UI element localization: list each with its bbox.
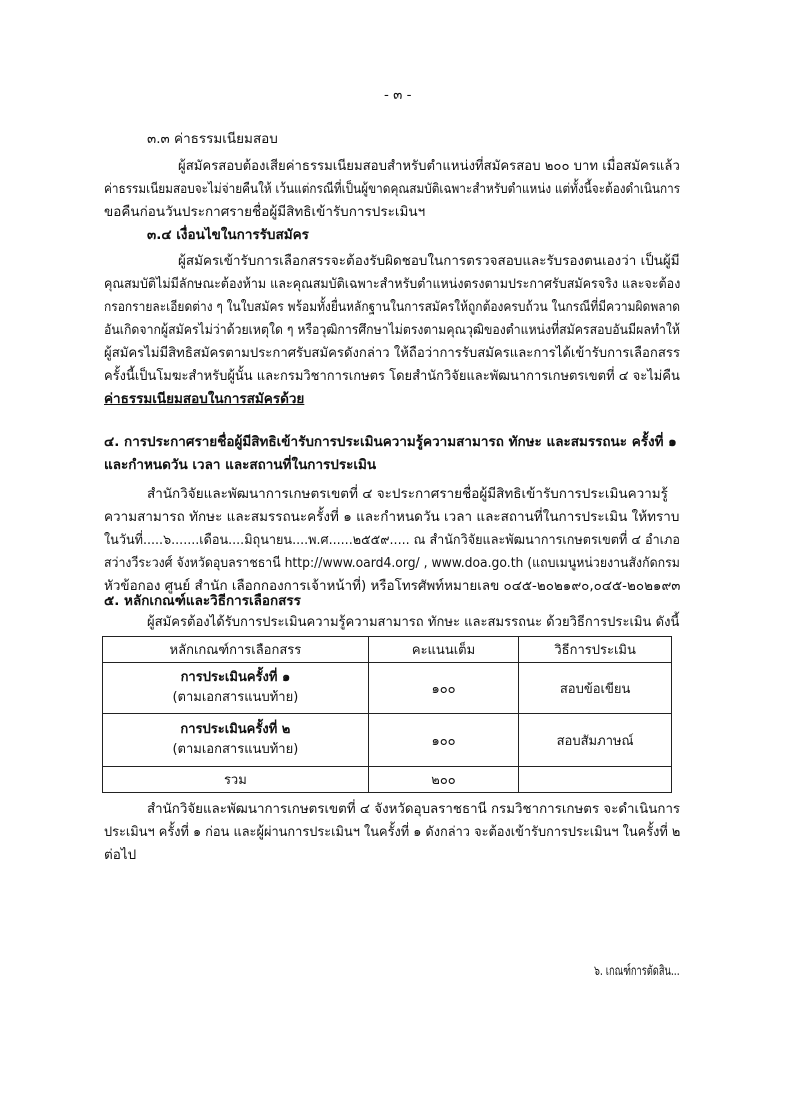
section-3-3-heading: ๓.๓ ค่าธรรมเนียมสอบ <box>147 131 278 147</box>
section-3-4-line: กรอกรายละเอียดต่าง ๆ ในใบสมัคร พร้อมทั้งยื่นหลักฐานในการสมัครให้ถูกต้องครบถ้วน ในกรณีที่มีความผิดพลาด <box>104 299 681 315</box>
section-4-line: สว่างวีระวงศ์ จังหวัดอุบลราชธานี http://www.oard4.org/ , www.doa.go.th (แถบเมนูหน่วยงานสังกัดกรม <box>104 555 680 571</box>
section-3-3-line: ผู้สมัครสอบต้องเสียค่าธรรมเนียมสอบสำหรับตำแหน่งที่สมัครสอบ ๒๐๐ บาท เมื่อสมัครแล้ว <box>178 158 680 174</box>
method-cell: สอบข้อเขียน <box>519 663 672 714</box>
criteria-cell <box>103 663 369 714</box>
section-4-heading: ๔. การประกาศรายชื่อผู้มีสิทธิเข้ารับการประเมินความรู้ความสามารถ ทักษะ และสมรรถนะ ครั้งที่ ๑ <box>104 434 677 450</box>
table-row <box>103 714 672 767</box>
section-3-4-line: ผู้สมัครไม่มีสิทธิสมัครตามประกาศรับสมัครดังกล่าว ให้ถือว่าการรับสมัครและการได้เข้ารับการเลือกสรร <box>104 345 681 361</box>
section-3-4-line: คุณสมบัติไม่มีลักษณะต้องห้าม และคุณสมบัติเฉพาะสำหรับตำแหน่งตรงตามประกาศรับสมัครจริง และจะต้อง <box>104 276 681 292</box>
section-5-closing-line: สำนักวิจัยและพัฒนาการเกษตรเขตที่ ๔ จังหวัดอุบลราชธานี กรมวิชาการเกษตร จะดำเนินการ <box>147 801 681 817</box>
section-3-3-line: ขอคืนก่อนวันประกาศรายชื่อผู้มีสิทธิเข้ารับการประเมินฯ <box>104 204 426 220</box>
page-number: - ๓ - <box>384 87 412 103</box>
section-4-heading-cont: และกำหนดวัน เวลา และสถานที่ในการประเมิน <box>104 457 377 473</box>
total-empty-cell <box>519 767 672 793</box>
criteria-table <box>102 636 672 793</box>
section-4-line: หัวข้อกอง ศูนย์ สำนัก เลือกกองการเจ้าหน้าที่) หรือโทรศัพท์หมายเลข ๐๔๕-๒๐๒๑๙๐,๐๔๕-๒๐๒๑๙๓ <box>104 578 681 594</box>
table-header: คะแนนเต็ม <box>368 637 518 663</box>
criteria-name: การประเมินครั้งที่ ๒ <box>180 722 291 737</box>
section-3-4-line: ผู้สมัครเข้ารับการเลือกสรรจะต้องรับผิดชอบในการตรวจสอบและรับรองตนเองว่า เป็นผู้มี <box>178 253 680 269</box>
total-label: รวม <box>103 767 369 793</box>
section-5-intro: ผู้สมัครต้องได้รับการประเมินความรู้ความสามารถ ทักษะ และสมรรถนะ ด้วยวิธีการประเมิน ดังนี้ <box>147 614 680 630</box>
section-3-4-line: อันเกิดจากผู้สมัครไม่ว่าด้วยเหตุใด ๆ หรือวุฒิการศึกษาไม่ตรงตามคุณวุฒิของตำแหน่งที่สมัครสอบอันมีผลทำให้ <box>104 322 680 338</box>
section-3-3-line: ค่าธรรมเนียมสอบจะไม่จ่ายคืนให้ เว้นแต่กรณีที่เป็นผู้ขาดคุณสมบัติเฉพาะสำหรับตำแหน่ง แต่ทั้งนี้จะต้องดำเนินการ <box>104 181 681 197</box>
score-cell: ๑๐๐ <box>368 663 518 714</box>
section-4-line: ในวันที่.....๖.......เดือน....มิถุนายน....พ.ศ......๒๕๕๙..... ณ สำนักวิจัยและพัฒนาการเกษตรเขตที่ ๔ อำเภอ <box>104 532 680 548</box>
section-3-4-heading: ๓.๔ เงื่อนไขในการรับสมัคร <box>147 227 309 243</box>
table-total-row <box>103 767 672 793</box>
section-3-4-line-emphasis: ค่าธรรมเนียมสอบในการสมัครด้วย <box>104 391 305 407</box>
section-3-4-line: ครั้งนี้เป็นโมฆะสำหรับผู้นั้น และกรมวิชาการเกษตร โดยสำนักวิจัยและพัฒนาการเกษตรเขตที่ ๔ จะไม่คืน <box>104 368 680 384</box>
criteria-name: การประเมินครั้งที่ ๑ <box>180 670 291 685</box>
total-score: ๒๐๐ <box>368 767 518 793</box>
score-cell: ๑๐๐ <box>368 714 518 767</box>
table-header: วิธีการประเมิน <box>519 637 672 663</box>
criteria-note: (ตามเอกสารแนบท้าย) <box>172 690 299 705</box>
table-row <box>103 663 672 714</box>
criteria-cell <box>103 714 369 767</box>
section-5-closing-line: ประเมินฯ ครั้งที่ ๑ ก่อน และผู้ผ่านการประเมินฯ ในครั้งที่ ๑ ดังกล่าว จะต้องเข้ารับการประเมินฯ ในครั้งที่ ๒ <box>104 824 681 840</box>
method-cell: สอบสัมภาษณ์ <box>519 714 672 767</box>
next-page-reference: ๖. เกณฑ์การตัดสิน... <box>594 963 680 979</box>
table-header-row <box>103 637 672 663</box>
section-4-line: สำนักวิจัยและพัฒนาการเกษตรเขตที่ ๔ จะประกาศรายชื่อผู้มีสิทธิเข้ารับการประเมินความรู้ <box>147 486 668 502</box>
section-5-heading: ๕. หลักเกณฑ์และวิธีการเลือกสรร <box>104 593 301 609</box>
section-4-line: ความสามารถ ทักษะ และสมรรถนะครั้งที่ ๑ และกำหนดวัน เวลา และสถานที่ในการประเมิน ให้ทราบ <box>104 509 680 525</box>
criteria-note: (ตามเอกสารแนบท้าย) <box>172 742 299 757</box>
section-5-closing-line: ต่อไป <box>104 847 137 863</box>
table-header: หลักเกณฑ์การเลือกสรร <box>103 637 369 663</box>
